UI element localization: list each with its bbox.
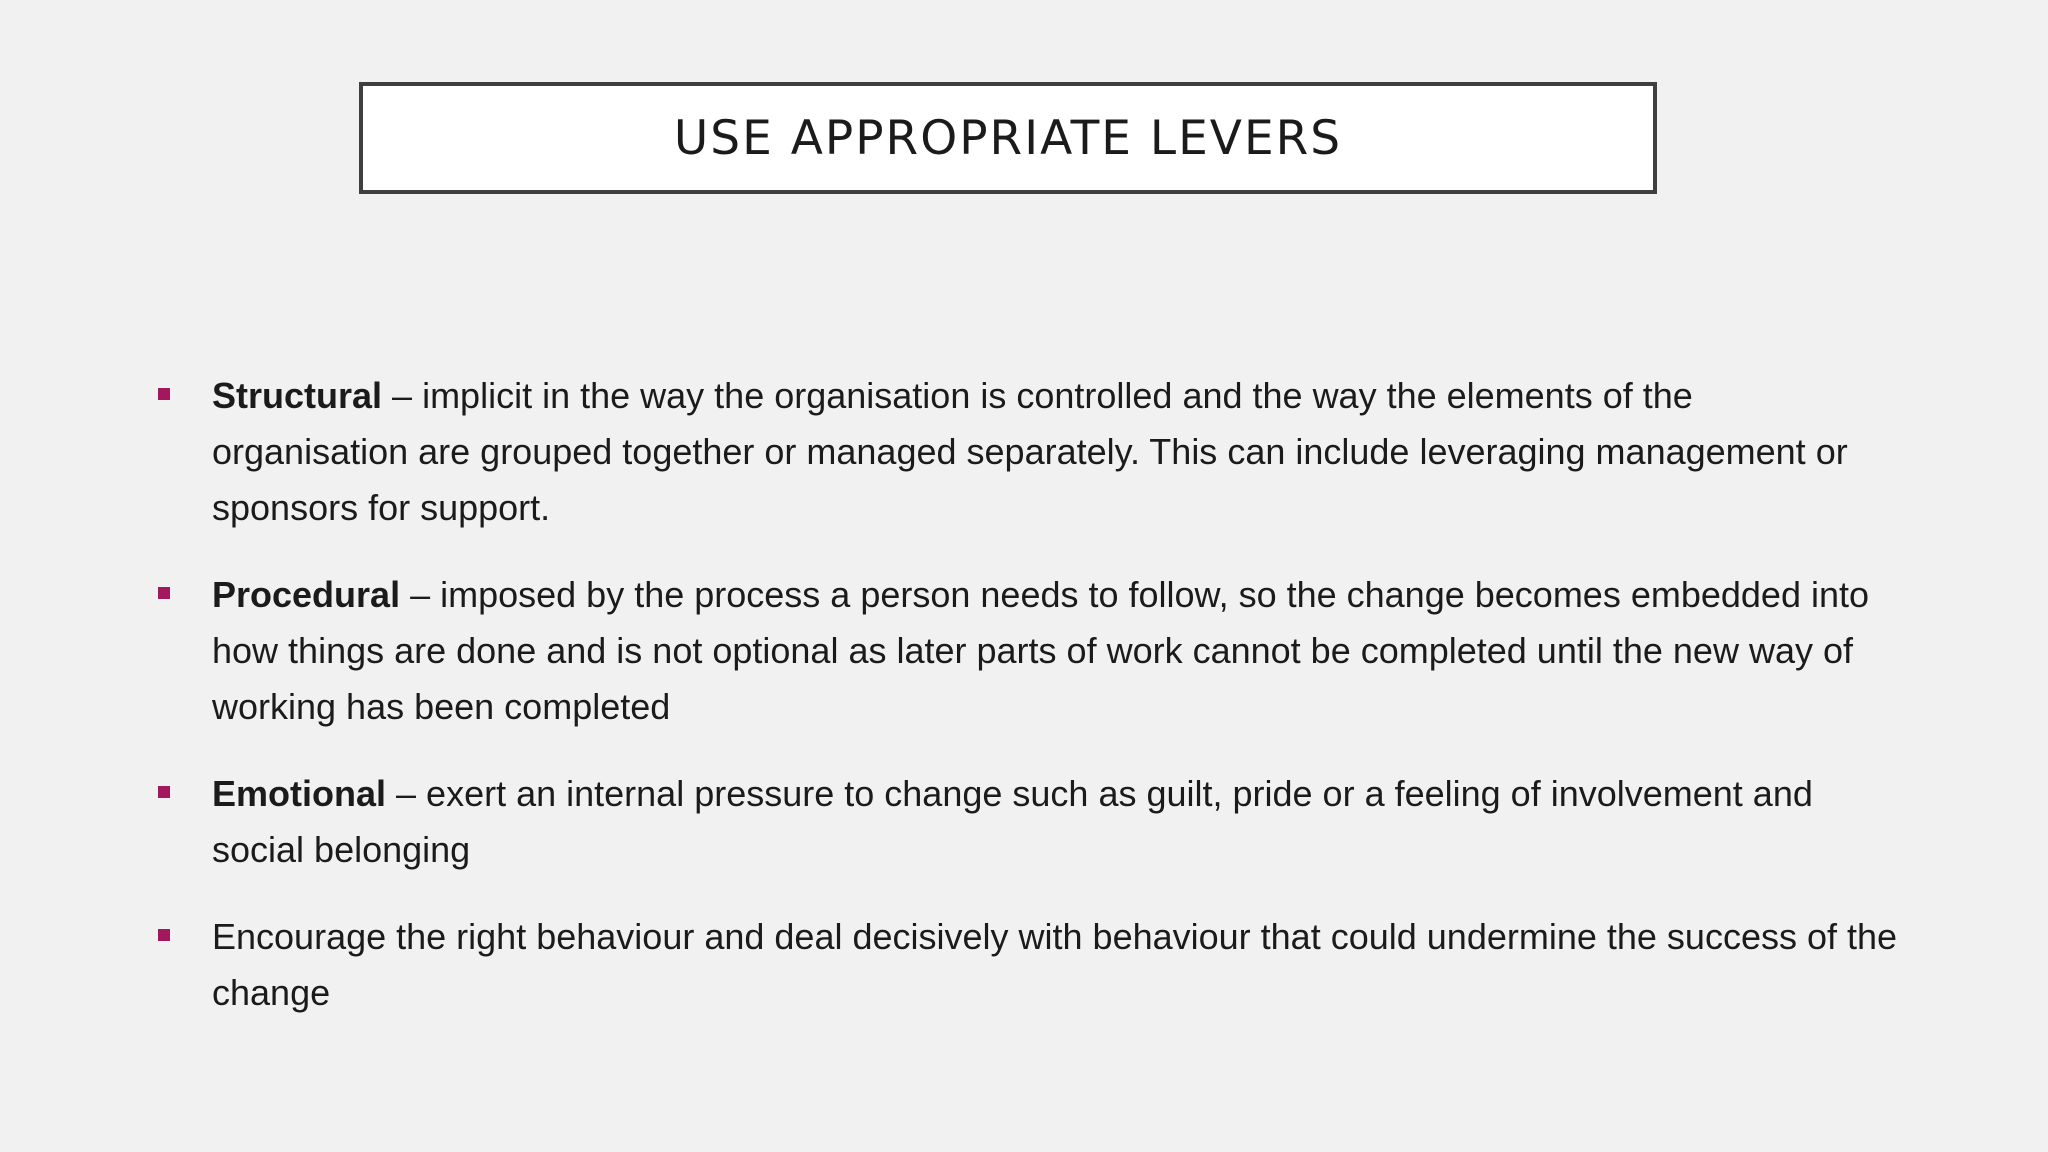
bullet-term: Procedural (212, 574, 401, 615)
square-bullet-icon (158, 929, 170, 941)
bullet-text: – implicit in the way the organisation is controlled and the way the elements of the organisation are grouped together or managed separately. This can include leveraging management or sponsors for support. (212, 375, 1848, 528)
bullet-text: Encourage the right behaviour and deal decisively with behaviour that could undermine the success of the change (212, 916, 1898, 1013)
bullet-list (158, 368, 1898, 1052)
bullet-item-procedural (158, 567, 1898, 735)
bullet-text: – imposed by the process a person needs to follow, so the change becomes embedded into how things are done and is not optional as later parts of work cannot be completed until the new way of working has been completed (212, 574, 1870, 727)
square-bullet-icon (158, 786, 170, 798)
square-bullet-icon (158, 587, 170, 599)
bullet-term: Structural (212, 375, 383, 416)
bullet-item-encourage (158, 909, 1898, 1021)
square-bullet-icon (158, 388, 170, 400)
bullet-item-emotional (158, 766, 1898, 878)
title-box (359, 82, 1657, 194)
bullet-text: – exert an internal pressure to change such as guilt, pride or a feeling of involvement and social belonging (212, 773, 1813, 870)
bullet-term: Emotional (212, 773, 387, 814)
bullet-item-structural (158, 368, 1898, 536)
slide-title: USE APPROPRIATE LEVERS (673, 110, 1343, 166)
